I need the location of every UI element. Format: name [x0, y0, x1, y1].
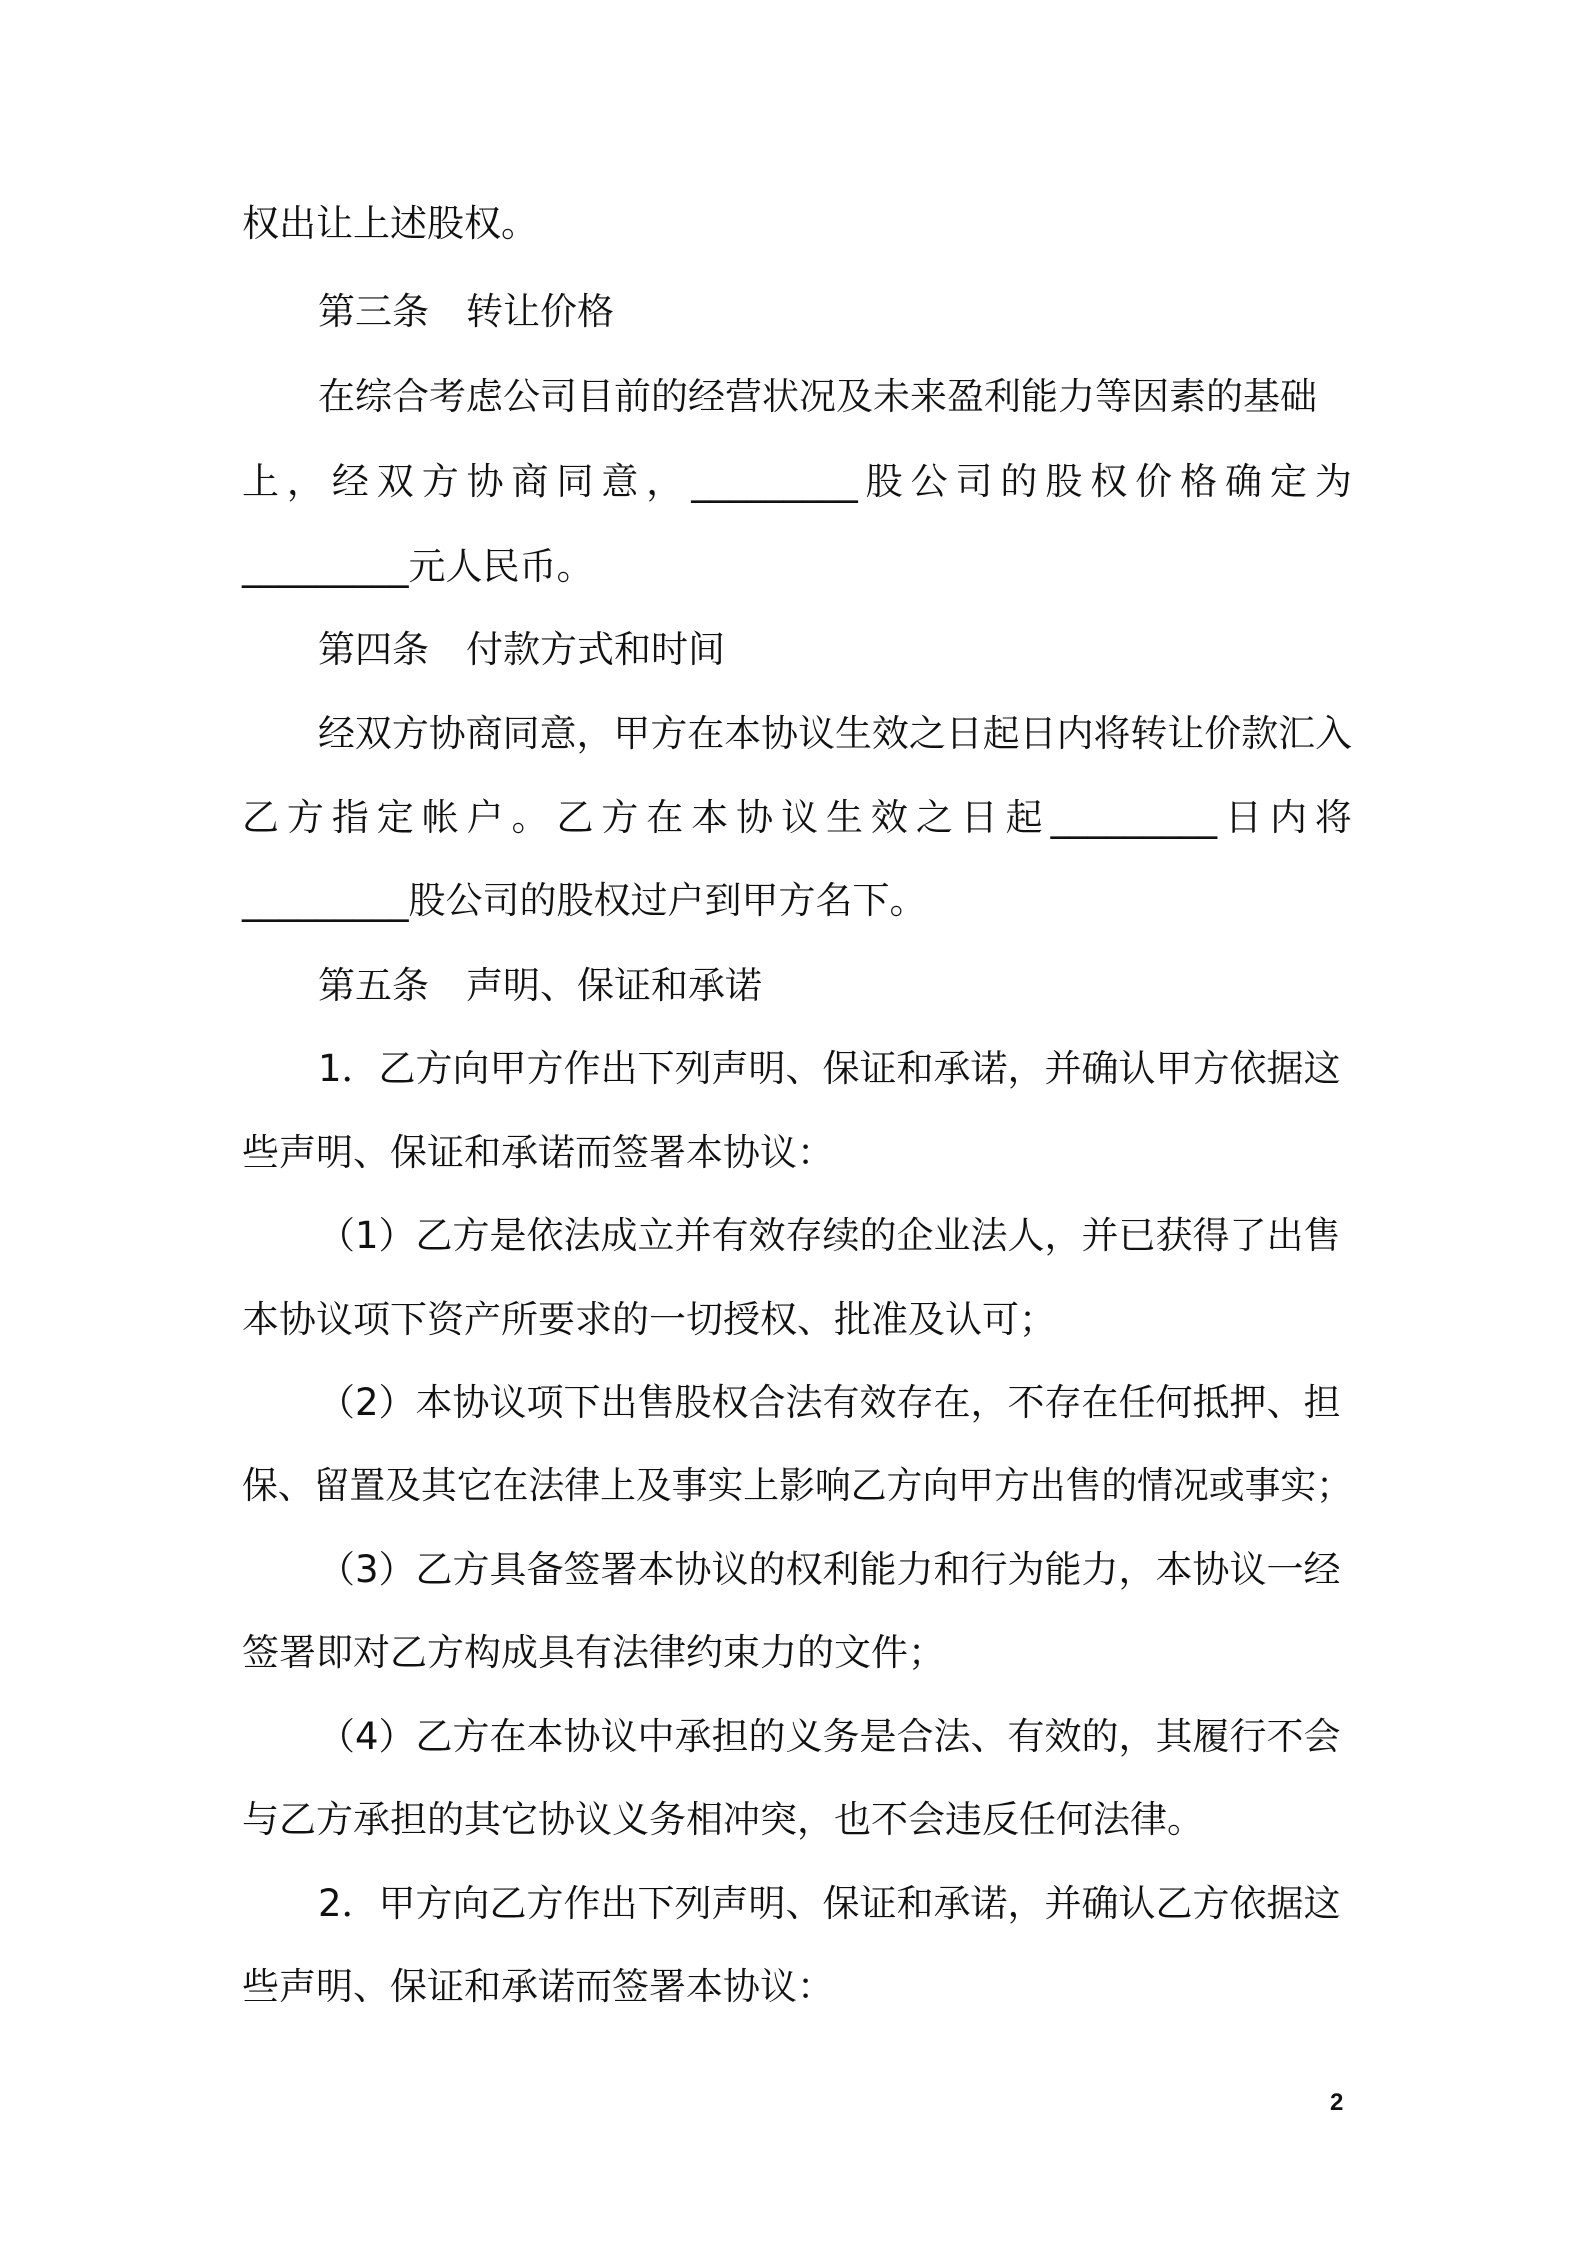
list-item-line: （1）乙方是依法成立并有效存续的企业法人，并已获得了出售: [318, 1214, 1341, 1257]
paragraph-line: _________股公司的股权过户到甲方名下。: [242, 879, 927, 922]
paragraph-line: 些声明、保证和承诺而签署本协议：: [242, 1965, 834, 2008]
article-heading: 第四条 付款方式和时间: [318, 628, 725, 671]
article-heading: 第五条 声明、保证和承诺: [318, 964, 762, 1007]
paragraph-line: 保、留置及其它在法律上及事实上影响乙方向甲方出售的情况或事实；: [242, 1464, 1352, 1507]
paragraph-line: 经双方协商同意，甲方在本协议生效之日起日内将转让价款汇入: [318, 712, 1352, 755]
article-heading: 第三条 转让价格: [318, 290, 614, 333]
paragraph-line: _________元人民币。: [242, 545, 594, 588]
paragraph-line: 签署即对乙方构成具有法律约束力的文件；: [242, 1631, 945, 1674]
paragraph-line: 权出让上述股权。: [242, 202, 538, 245]
list-item-line: （2）本协议项下出售股权合法有效存在，不存在任何抵押、担: [318, 1381, 1341, 1424]
paragraph-line: 本协议项下资产所要求的一切授权、批准及认可；: [242, 1298, 1056, 1341]
page-number: 2: [1330, 2089, 1344, 2116]
list-item-line: （3）乙方具备签署本协议的权利能力和行为能力，本协议一经: [318, 1548, 1341, 1591]
paragraph-line: 些声明、保证和承诺而签署本协议：: [242, 1131, 834, 1174]
list-item-line: （4）乙方在本协议中承担的义务是合法、有效的，其履行不会: [318, 1715, 1341, 1758]
paragraph-line-justified: 乙 方 指 定 帐 户 。 乙 方 在 本 协 议 生 效 之 日 起 _________ 日 内 将: [242, 796, 1352, 839]
paragraph-line: 在综合考虑公司目前的经营状况及未来盈利能力等因素的基础: [318, 375, 1317, 418]
paragraph-line: 2．甲方向乙方作出下列声明、保证和承诺，并确认乙方依据这: [318, 1882, 1341, 1925]
paragraph-line: 1．乙方向甲方作出下列声明、保证和承诺，并确认甲方依据这: [318, 1047, 1341, 1090]
paragraph-line-justified: 上 ， 经 双 方 协 商 同 意 ， _________ 股 公 司 的 股 权 价 格 确 定 为: [242, 460, 1352, 503]
paragraph-line: 与乙方承担的其它协议义务相冲突，也不会违反任何法律。: [242, 1798, 1204, 1841]
